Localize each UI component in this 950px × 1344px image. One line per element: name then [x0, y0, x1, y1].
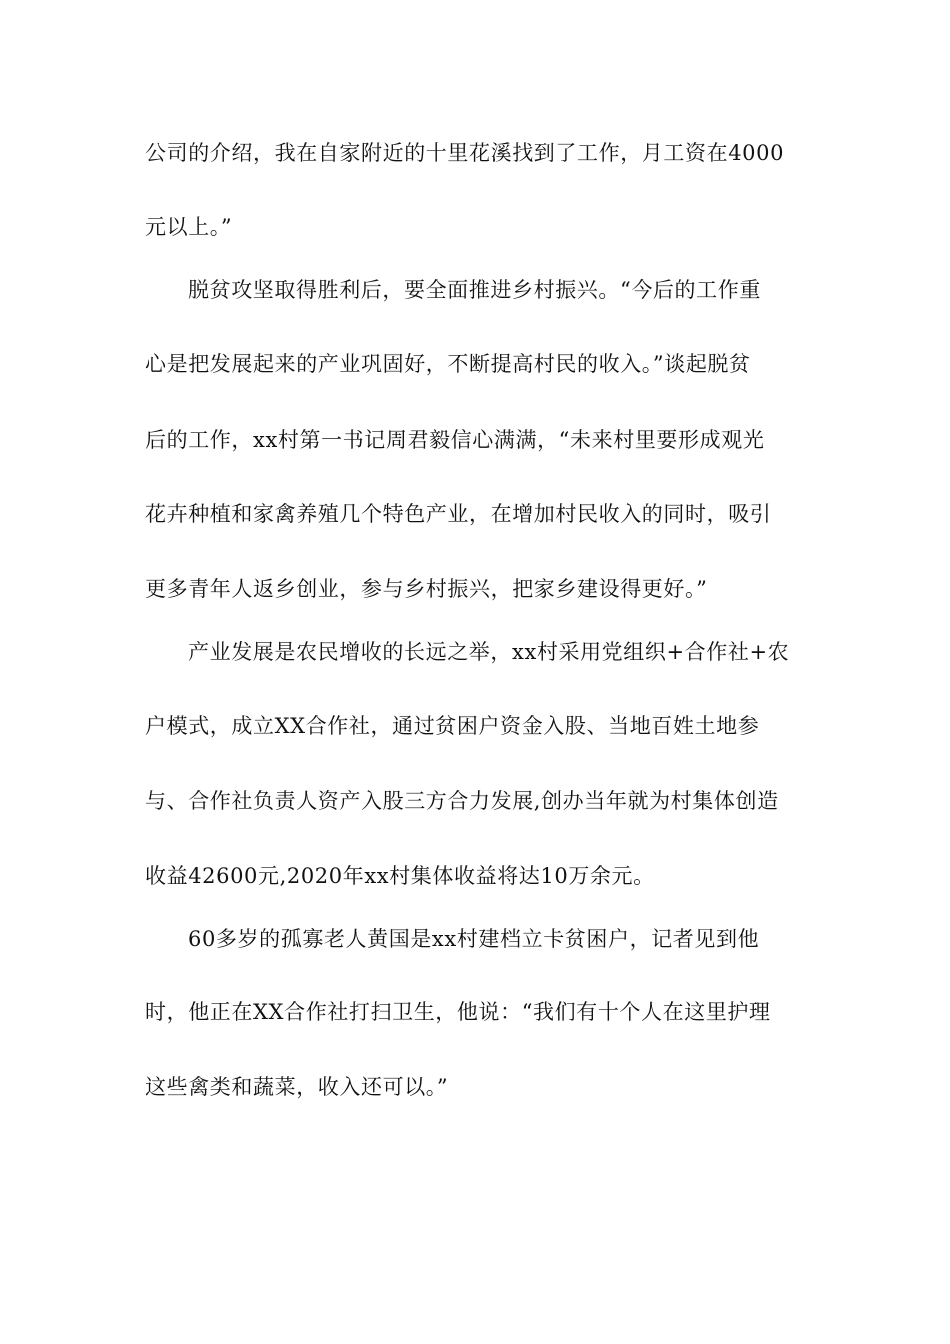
paragraph-start-line: 60多岁的孤寡老人黄国是xx村建档立卡贫困户，记者见到他	[188, 927, 760, 951]
paragraph-start-line: 脱贫攻坚取得胜利后，要全面推进乡村振兴。“今后的工作重	[188, 278, 761, 302]
text-line: 公司的介绍，我在自家附近的十里花溪找到了工作，月工资在4000	[145, 141, 785, 165]
text-line: 更多青年人返乡创业，参与乡村振兴，把家乡建设得更好。”	[145, 577, 708, 601]
text-line: 这些禽类和蔬菜，收入还可以。”	[145, 1075, 449, 1099]
text-line: 后的工作，xx村第一书记周君毅信心满满，“未来村里要形成观光	[145, 428, 765, 452]
text-line: 户模式，成立XX合作社，通过贫困户资金入股、当地百姓土地参	[145, 714, 760, 738]
text-line: 与、合作社负责人资产入股三方合力发展,创办当年就为村集体创造	[145, 789, 779, 813]
paragraph-start-line: 产业发展是农民增收的长远之举，xx村采用党组织+合作社+农	[188, 640, 790, 664]
text-line: 元以上。”	[145, 215, 233, 239]
text-line: 花卉种植和家禽养殖几个特色产业，在增加村民收入的同时，吸引	[145, 502, 772, 526]
text-line: 时，他正在XX合作社打扫卫生，他说：“我们有十个人在这里护理	[145, 1000, 771, 1024]
text-line: 收益42600元,2020年xx村集体收益将达10万余元。	[145, 864, 655, 888]
text-line: 心是把发展起来的产业巩固好，不断提高村民的收入。”谈起脱贫	[145, 352, 751, 376]
